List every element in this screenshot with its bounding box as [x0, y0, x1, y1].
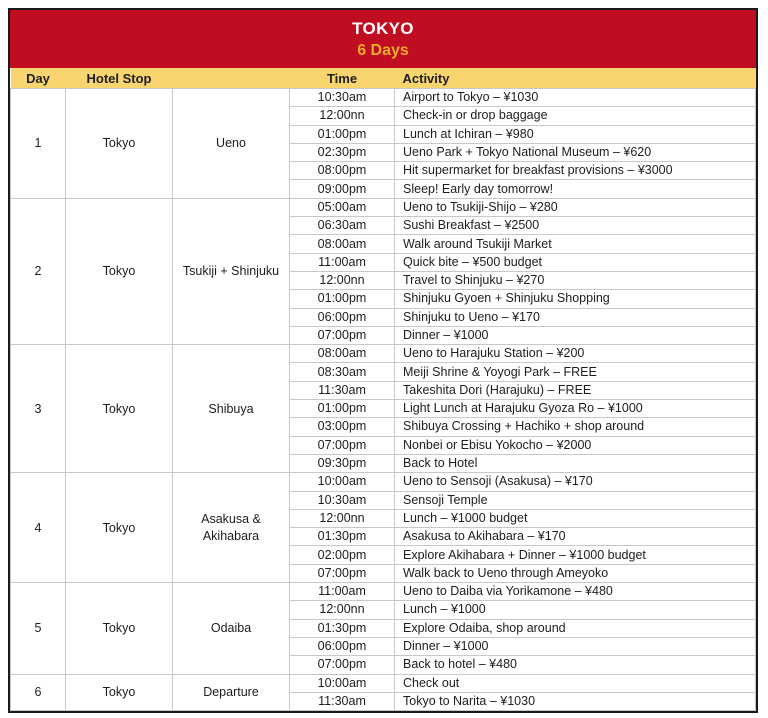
activity-cell: Back to Hotel: [395, 454, 756, 472]
time-cell: 11:30am: [290, 381, 395, 399]
activity-cell: Walk around Tsukiji Market: [395, 235, 756, 253]
time-cell: 09:00pm: [290, 180, 395, 198]
activity-cell: Check-in or drop baggage: [395, 107, 756, 125]
activity-cell: Airport to Tokyo – ¥1030: [395, 89, 756, 107]
activity-cell: Check out: [395, 674, 756, 692]
activity-cell: Lunch – ¥1000: [395, 601, 756, 619]
time-cell: 06:00pm: [290, 308, 395, 326]
time-cell: 03:00pm: [290, 418, 395, 436]
activity-cell: Light Lunch at Harajuku Gyoza Ro – ¥1000: [395, 400, 756, 418]
hotel-cell: Tokyo: [66, 198, 173, 344]
activity-cell: Walk back to Ueno through Ameyoko: [395, 564, 756, 582]
time-cell: 01:00pm: [290, 290, 395, 308]
location-cell: Ueno: [173, 89, 290, 199]
activity-cell: Ueno Park + Tokyo National Museum – ¥620: [395, 143, 756, 161]
time-cell: 11:00am: [290, 583, 395, 601]
column-header-day: Day: [11, 68, 66, 89]
time-cell: 06:00pm: [290, 637, 395, 655]
column-header-hotel-stop: Hotel Stop: [66, 68, 173, 89]
time-cell: 01:30pm: [290, 619, 395, 637]
activity-cell: Sensoji Temple: [395, 491, 756, 509]
time-cell: 01:30pm: [290, 528, 395, 546]
activity-cell: Asakusa to Akihabara – ¥170: [395, 528, 756, 546]
activity-cell: Meiji Shrine & Yoyogi Park – FREE: [395, 363, 756, 381]
activity-cell: Tokyo to Narita – ¥1030: [395, 692, 756, 710]
time-cell: 12:00nn: [290, 601, 395, 619]
day-cell: 2: [11, 198, 66, 344]
activity-cell: Dinner – ¥1000: [395, 637, 756, 655]
location-cell: Tsukiji + Shinjuku: [173, 198, 290, 344]
time-cell: 12:00nn: [290, 271, 395, 289]
hotel-cell: Tokyo: [66, 345, 173, 473]
time-cell: 10:30am: [290, 491, 395, 509]
schedule-row: [11, 473, 756, 491]
itinerary-body: [11, 89, 756, 711]
column-header-activity: Activity: [395, 68, 756, 89]
trip-duration: 6 Days: [357, 41, 409, 59]
activity-cell: Ueno to Tsukiji-Shijo – ¥280: [395, 198, 756, 216]
time-cell: 10:30am: [290, 89, 395, 107]
schedule-row: [11, 674, 756, 692]
time-cell: 09:30pm: [290, 454, 395, 472]
location-cell: Departure: [173, 674, 290, 711]
activity-cell: Sushi Breakfast – ¥2500: [395, 217, 756, 235]
sheet-banner: [10, 10, 756, 68]
time-cell: 11:30am: [290, 692, 395, 710]
activity-cell: Ueno to Harajuku Station – ¥200: [395, 345, 756, 363]
day-cell: 3: [11, 345, 66, 473]
time-cell: 10:00am: [290, 674, 395, 692]
activity-cell: Shibuya Crossing + Hachiko + shop around: [395, 418, 756, 436]
hotel-cell: Tokyo: [66, 89, 173, 199]
time-cell: 11:00am: [290, 253, 395, 271]
location-cell: Odaiba: [173, 583, 290, 674]
time-cell: 05:00am: [290, 198, 395, 216]
activity-cell: Explore Akihabara + Dinner – ¥1000 budget: [395, 546, 756, 564]
activity-cell: Back to hotel – ¥480: [395, 656, 756, 674]
column-header-time: Time: [290, 68, 395, 89]
activity-cell: Travel to Shinjuku – ¥270: [395, 271, 756, 289]
time-cell: 12:00nn: [290, 509, 395, 527]
itinerary-sheet: [8, 8, 758, 713]
activity-cell: Lunch at Ichiran – ¥980: [395, 125, 756, 143]
activity-cell: Quick bite – ¥500 budget: [395, 253, 756, 271]
trip-title: TOKYO: [352, 18, 414, 38]
location-cell: Shibuya: [173, 345, 290, 473]
activity-cell: Ueno to Sensoji (Asakusa) – ¥170: [395, 473, 756, 491]
schedule-row: [11, 345, 756, 363]
activity-cell: Explore Odaiba, shop around: [395, 619, 756, 637]
activity-cell: Sleep! Early day tomorrow!: [395, 180, 756, 198]
activity-cell: Shinjuku Gyoen + Shinjuku Shopping: [395, 290, 756, 308]
activity-cell: Ueno to Daiba via Yorikamone – ¥480: [395, 583, 756, 601]
time-cell: 08:30am: [290, 363, 395, 381]
time-cell: 07:00pm: [290, 436, 395, 454]
day-cell: 5: [11, 583, 66, 674]
hotel-cell: Tokyo: [66, 674, 173, 711]
time-cell: 01:00pm: [290, 125, 395, 143]
time-cell: 07:00pm: [290, 656, 395, 674]
schedule-row: [11, 89, 756, 107]
activity-cell: Takeshita Dori (Harajuku) – FREE: [395, 381, 756, 399]
schedule-row: [11, 583, 756, 601]
activity-cell: Shinjuku to Ueno – ¥170: [395, 308, 756, 326]
day-cell: 4: [11, 473, 66, 583]
day-cell: 6: [11, 674, 66, 711]
time-cell: 06:30am: [290, 217, 395, 235]
column-header-location: [173, 68, 290, 89]
time-cell: 08:00pm: [290, 162, 395, 180]
schedule-row: [11, 198, 756, 216]
time-cell: 02:00pm: [290, 546, 395, 564]
time-cell: 07:00pm: [290, 564, 395, 582]
time-cell: 10:00am: [290, 473, 395, 491]
time-cell: 02:30pm: [290, 143, 395, 161]
hotel-cell: Tokyo: [66, 583, 173, 674]
column-header-row: [11, 68, 756, 89]
hotel-cell: Tokyo: [66, 473, 173, 583]
time-cell: 08:00am: [290, 235, 395, 253]
location-cell: Asakusa & Akihabara: [173, 473, 290, 583]
activity-cell: Lunch – ¥1000 budget: [395, 509, 756, 527]
time-cell: 07:00pm: [290, 326, 395, 344]
activity-cell: Hit supermarket for breakfast provisions – ¥3000: [395, 162, 756, 180]
activity-cell: Dinner – ¥1000: [395, 326, 756, 344]
day-cell: 1: [11, 89, 66, 199]
activity-cell: Nonbei or Ebisu Yokocho – ¥2000: [395, 436, 756, 454]
time-cell: 08:00am: [290, 345, 395, 363]
time-cell: 12:00nn: [290, 107, 395, 125]
time-cell: 01:00pm: [290, 400, 395, 418]
itinerary-table: [10, 68, 756, 711]
